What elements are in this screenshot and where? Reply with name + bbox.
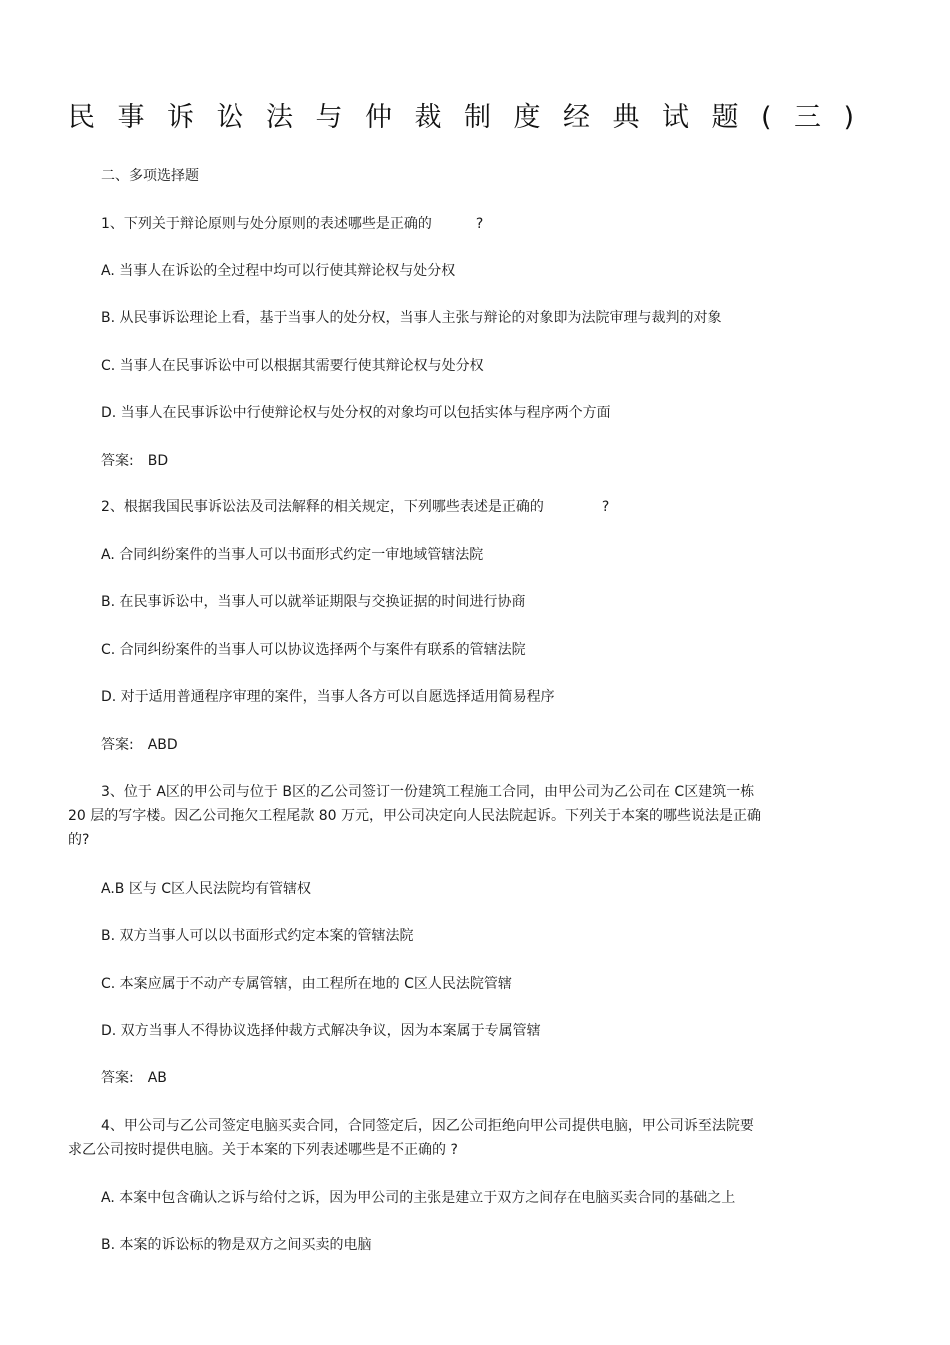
question-2-mark: ? [601,499,610,515]
answer-label: 答案: [101,737,134,753]
question-2-option-b: B. 在民事诉讼中，当事人可以就举证期限与交换证据的时间进行协商 [101,594,526,610]
question-3-option-a: A.B 区与 C区人民法院均有管辖权 [101,881,312,897]
question-1-mark: ? [475,216,484,232]
question-2-option-d: D. 对于适用普通程序审理的案件，当事人各方可以自愿选择适用简易程序 [101,689,555,705]
question-3-option-c: C. 本案应属于不动产专属管辖，由工程所在地的 C区人民法院管辖 [101,976,512,992]
question-4-option-b: B. 本案的诉讼标的物是双方之间买卖的电脑 [101,1237,372,1253]
answer-label: 答案: [101,453,134,469]
question-4-stem [68,1114,880,1162]
question-1-option-d: D. 当事人在民事诉讼中行使辩论权与处分权的对象均可以包括实体与程序两个方面 [101,405,611,421]
question-1-option-b: B. 从民事诉讼理论上看，基于当事人的处分权，当事人主张与辩论的对象即为法院审理与裁判的对象 [101,310,722,326]
question-1-text: 1、下列关于辩论原则与处分原则的表述哪些是正确的 [101,216,432,232]
question-4-stem-line-1: 4、甲公司与乙公司签定电脑买卖合同，合同签定后，因乙公司拒绝向甲公司提供电脑，甲公司诉至法院要 [101,1118,754,1134]
answer-value: AB [147,1070,167,1086]
question-3-answer [101,1068,167,1088]
question-2-answer [101,735,178,755]
question-3-stem [68,780,880,852]
question-3-stem-line-3: 的? [68,832,90,848]
question-2-text: 2、根据我国民事诉讼法及司法解释的相关规定，下列哪些表述是正确的 [101,499,544,515]
question-3-option-d: D. 双方当事人不得协议选择仲裁方式解决争议，因为本案属于专属管辖 [101,1023,541,1039]
question-1-answer [101,451,168,471]
question-3-stem-line-2: 20 层的写字楼。因乙公司拖欠工程尾款 80 万元，甲公司决定向人民法院起诉。下列关于本案的哪些说法是正确 [68,808,761,824]
question-3-option-b: B. 双方当事人可以以书面形式约定本案的管辖法院 [101,928,414,944]
answer-value: BD [147,453,169,469]
question-3-stem-line-1: 3、位于 A区的甲公司与位于 B区的乙公司签订一份建筑工程施工合同，由甲公司为乙公司在 C区建筑一栋 [101,784,755,800]
question-2-option-a: A. 合同纠纷案件的当事人可以书面形式约定一审地域管辖法院 [101,547,484,563]
question-2-stem [101,497,609,517]
question-4-stem-line-2: 求乙公司按时提供电脑。关于本案的下列表述哪些是不正确的 ? [68,1142,458,1158]
question-1-option-c: C. 当事人在民事诉讼中可以根据其需要行使其辩论权与处分权 [101,358,484,374]
question-2-option-c: C. 合同纠纷案件的当事人可以协议选择两个与案件有联系的管辖法院 [101,642,526,658]
section-heading: 二、多项选择题 [101,168,199,184]
document-title: 民事诉讼法与仲裁制度经典试题(三) [68,102,877,133]
question-4-option-a: A. 本案中包含确认之诉与给付之诉，因为甲公司的主张是建立于双方之间存在电脑买卖合同的基础之上 [101,1190,736,1206]
answer-value: ABD [147,737,178,753]
answer-label: 答案: [101,1070,134,1086]
question-1-stem [101,214,483,234]
question-1-option-a: A. 当事人在诉讼的全过程中均可以行使其辩论权与处分权 [101,263,456,279]
